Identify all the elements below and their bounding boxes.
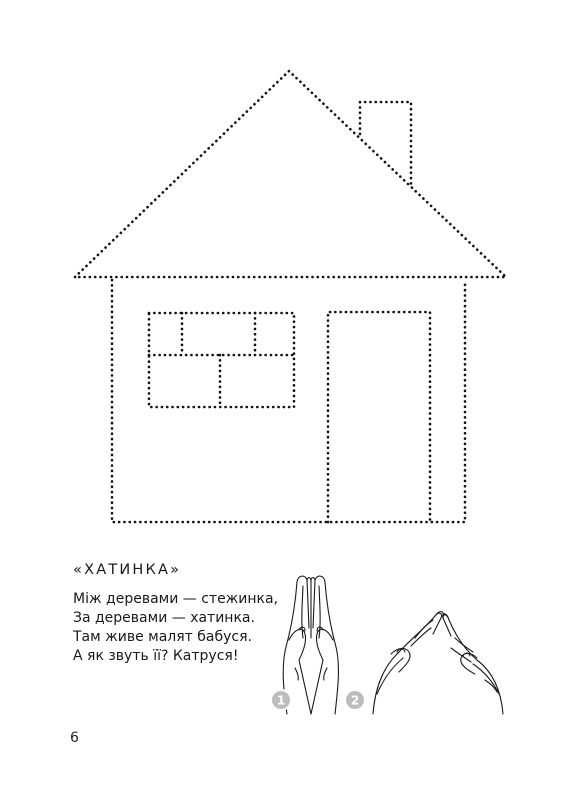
poem-block <box>73 562 283 666</box>
step-badge-2 <box>345 690 365 710</box>
house-walls-outline <box>112 280 465 522</box>
page-number: 6 <box>70 730 79 746</box>
hands-gesture-1 <box>283 576 338 714</box>
hands-gesture-2 <box>373 612 503 714</box>
poem-line: Між деревами — стежинка, <box>73 591 279 607</box>
poem-line: За деревами — хатинка. <box>73 610 255 626</box>
step-badge-1 <box>271 690 291 710</box>
chimney-outline <box>360 102 411 187</box>
poem-title: «ХАТИНКА» <box>73 562 182 578</box>
window-outline <box>149 313 294 407</box>
finger-gesture-illustration <box>265 568 520 718</box>
step-number: 1 <box>276 693 286 708</box>
roof-outline <box>75 71 506 277</box>
poem-line: Там живе малят бабуся. <box>73 629 252 645</box>
poem-line: А як звуть її? Катруся! <box>73 648 239 664</box>
door-outline <box>328 312 430 522</box>
step-number: 2 <box>350 693 360 708</box>
